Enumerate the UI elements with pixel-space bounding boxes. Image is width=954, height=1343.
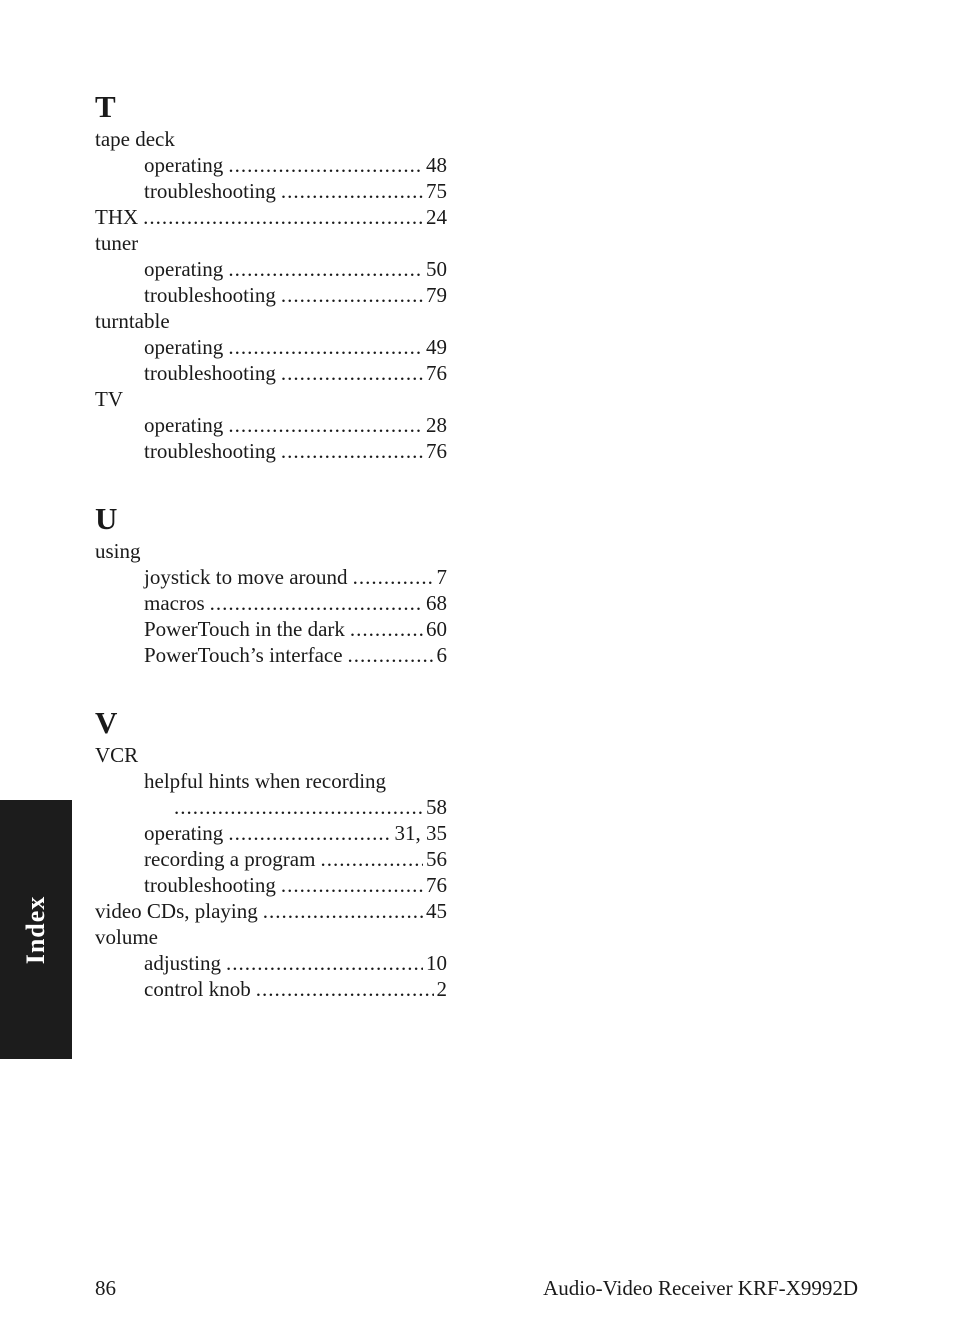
entry-page: 48 — [426, 153, 447, 177]
index-entry — [95, 642, 447, 668]
leader-dots — [281, 178, 423, 204]
index-entry — [95, 334, 447, 360]
index-entry — [95, 230, 447, 256]
leader-dots — [281, 360, 423, 386]
entry-text: troubleshooting — [144, 439, 276, 463]
leader-dots — [210, 590, 423, 616]
leader-dots — [228, 152, 423, 178]
entry-page: 6 — [436, 643, 447, 667]
section-letter: U — [95, 501, 118, 536]
index-entry — [95, 412, 447, 438]
index-entry — [95, 846, 447, 872]
leader-dots — [263, 898, 423, 924]
entry-page: 28 — [426, 413, 447, 437]
leader-dots — [348, 642, 434, 668]
index-entry — [95, 438, 447, 464]
entry-page: 68 — [426, 591, 447, 615]
entry-text: macros — [144, 591, 205, 615]
entry-text: recording a program — [144, 847, 316, 871]
entry-text: troubleshooting — [144, 179, 276, 203]
entry-page: 2 — [436, 977, 447, 1001]
index-section — [95, 88, 447, 464]
entry-page: 60 — [426, 617, 447, 641]
entry-page: 79 — [426, 283, 447, 307]
index-section — [95, 704, 447, 1002]
entry-text: joystick to move around — [144, 565, 348, 589]
leader-dots — [350, 616, 423, 642]
leader-dots — [228, 820, 391, 846]
leader-dots — [281, 438, 423, 464]
entry-text: using — [95, 539, 141, 563]
entry-page: 58 — [426, 795, 447, 819]
index-entry — [95, 898, 447, 924]
entry-page: 7 — [436, 565, 447, 589]
entry-page: 76 — [426, 361, 447, 385]
entry-text: THX — [95, 205, 139, 229]
leader-dots — [320, 846, 423, 872]
index-entry — [95, 282, 447, 308]
leader-dots — [353, 564, 434, 590]
entry-page: 24 — [426, 205, 447, 229]
leader-dots — [256, 976, 434, 1002]
leader-dots — [228, 412, 423, 438]
entry-text: helpful hints when recording — [144, 769, 387, 793]
entry-page: 45 — [426, 899, 447, 923]
entry-text: turntable — [95, 309, 170, 333]
index-entry — [95, 950, 447, 976]
entry-text: troubleshooting — [144, 873, 276, 897]
index-entry — [95, 976, 447, 1002]
entry-text: volume — [95, 925, 158, 949]
entry-text: TV — [95, 387, 123, 411]
page-number: 86 — [95, 1276, 116, 1300]
index-tab-label: Index — [21, 895, 50, 964]
index-column — [95, 88, 447, 1038]
entry-page: 10 — [426, 951, 447, 975]
index-entry — [95, 204, 447, 230]
index-entry — [95, 538, 447, 564]
footer-title: Audio-Video Receiver KRF-X9992D — [543, 1276, 858, 1300]
index-entry — [95, 742, 447, 768]
leader-dots — [281, 282, 423, 308]
entry-page: 56 — [426, 847, 447, 871]
section-letter: V — [95, 705, 118, 740]
index-entry — [95, 178, 447, 204]
entry-text: PowerTouch’s interface — [144, 643, 343, 667]
index-entry — [95, 386, 447, 412]
entry-text: VCR — [95, 743, 139, 767]
entry-text: operating — [144, 153, 224, 177]
index-entry — [95, 126, 447, 152]
index-entry — [95, 768, 447, 794]
index-entry — [95, 794, 447, 820]
leader-dots — [228, 334, 423, 360]
entry-text: control knob — [144, 977, 251, 1001]
entry-text: operating — [144, 257, 224, 281]
entry-text: adjusting — [144, 951, 221, 975]
entry-text: troubleshooting — [144, 283, 276, 307]
entry-text: tuner — [95, 231, 139, 255]
index-entry — [95, 308, 447, 334]
entry-page: 76 — [426, 439, 447, 463]
index-entry — [95, 616, 447, 642]
entry-text: operating — [144, 413, 224, 437]
entry-page: 75 — [426, 179, 447, 203]
entry-page: 50 — [426, 257, 447, 281]
entry-text: PowerTouch in the dark — [144, 617, 345, 641]
index-entry — [95, 872, 447, 898]
entry-text: tape deck — [95, 127, 175, 151]
entry-text: video CDs, playing — [95, 899, 258, 923]
index-entry — [95, 924, 447, 950]
leader-dots — [281, 872, 423, 898]
section-letter: T — [95, 89, 116, 124]
index-tab — [0, 800, 72, 1059]
index-entry — [95, 590, 447, 616]
leader-dots — [228, 256, 423, 282]
index-entry — [95, 152, 447, 178]
index-entry — [95, 360, 447, 386]
entry-text: troubleshooting — [144, 361, 276, 385]
index-entry — [95, 820, 447, 846]
leader-dots — [143, 204, 423, 230]
entry-page: 31, 35 — [394, 821, 447, 845]
entry-page: 76 — [426, 873, 447, 897]
index-section — [95, 500, 447, 668]
index-entry — [95, 564, 447, 590]
entry-page: 49 — [426, 335, 447, 359]
leader-dots — [174, 794, 423, 820]
entry-text: operating — [144, 335, 224, 359]
leader-dots — [226, 950, 423, 976]
index-entry — [95, 256, 447, 282]
entry-text: operating — [144, 821, 224, 845]
